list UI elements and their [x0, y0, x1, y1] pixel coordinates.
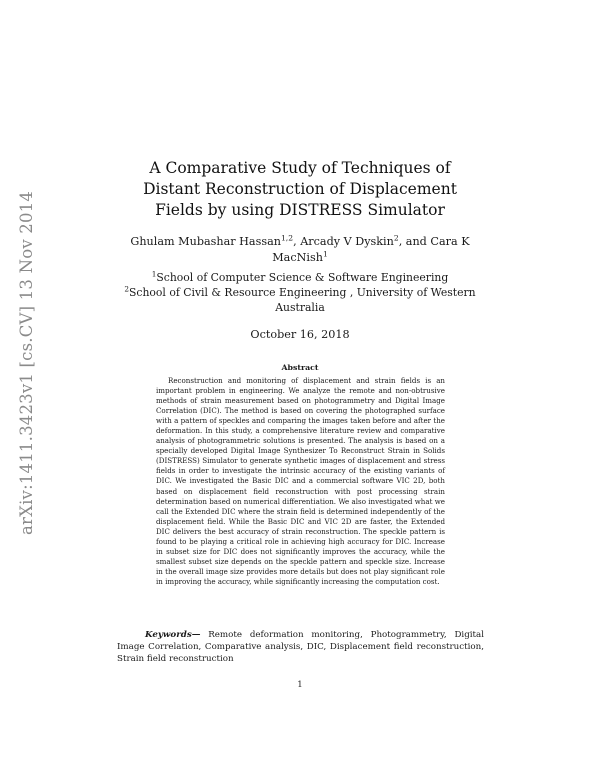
author-affiliation-mark: 1 — [322, 249, 328, 259]
author-list — [120, 234, 480, 266]
affiliation-text: School of Civil & Resource Engineering , University of Western Australia — [129, 286, 476, 314]
author-separator: , and — [398, 235, 431, 248]
page-number: 1 — [297, 680, 303, 690]
author-separator: , — [293, 235, 301, 248]
paper-title: A Comparative Study of Techniques of Distant Reconstruction of Displacement Fields by using DISTRESS Simulator — [143, 159, 457, 219]
affiliation-line — [110, 270, 490, 285]
author-name: Cara K MacNish — [272, 235, 470, 264]
affiliation-mark: 2 — [124, 284, 130, 294]
author-affiliation-mark: 2 — [393, 233, 399, 243]
keywords-paragraph — [117, 629, 484, 666]
author-name: Ghulam Mubashar Hassan — [130, 235, 281, 248]
arxiv-identifier-stamp: arXiv:1411.3423v1 [cs.CV] 13 Nov 2014 — [17, 190, 36, 535]
affiliation-mark: 1 — [151, 269, 157, 279]
keywords-text: Remote deformation monitoring, Photogrammetry, Digital Image Correlation, Comparative analysis, DIC, Displacement field reconstruction, Strain field reconstruction — [117, 630, 484, 665]
abstract-heading: Abstract — [281, 363, 319, 372]
affiliation-text: School of Computer Science & Software Engineering — [156, 271, 449, 284]
affiliations — [110, 270, 490, 315]
author-affiliation-mark: 1,2 — [280, 233, 294, 243]
author-name: Arcady V Dyskin — [300, 235, 394, 248]
affiliation-line — [110, 285, 490, 315]
keywords-label: Keywords— — [145, 630, 201, 640]
publication-date: October 16, 2018 — [250, 328, 350, 341]
abstract-text: Reconstruction and monitoring of displacement and strain fields is an important problem in engineering. We analyze the remote and non-obtrusive methods of strain measurement based on photogrammetry and Digital Image Correlation (DIC). The method is based on covering the photographed surface with a pattern of speckles and comparing the images taken before and after the deformation. In this study, a comprehensive literature review and comparative analysis of photogrammetric solutions is presented. The analysis is based on a specially developed Digital Image Synthesizer To Reconstruct Strain in Solids (DISTRESS) Simulator to generate synthetic images of displacement and stress fields in order to investigate the intrinsic accuracy of the existing variants of DIC. We investigated the Basic DIC and a commercial software VIC 2D, both based on displacement field reconstruction with post processing strain determination based on numerical differentiation. We also investigated what we call the Extended DIC where the strain field is determined independently of the displacement field. While the Basic DIC and VIC 2D are faster, the Extended DIC delivers the best accuracy of strain reconstruction. The speckle pattern is found to be playing a critical role in achieving high accuracy for DIC. Increase in subset size for DIC does not significantly improves the accuracy, while the smallest subset size depends on the speckle pattern and speckle size. Increase in the overall image size provides more details but does not play significant role in improving the accuracy, while significantly increasing the computation cost. — [156, 376, 445, 586]
